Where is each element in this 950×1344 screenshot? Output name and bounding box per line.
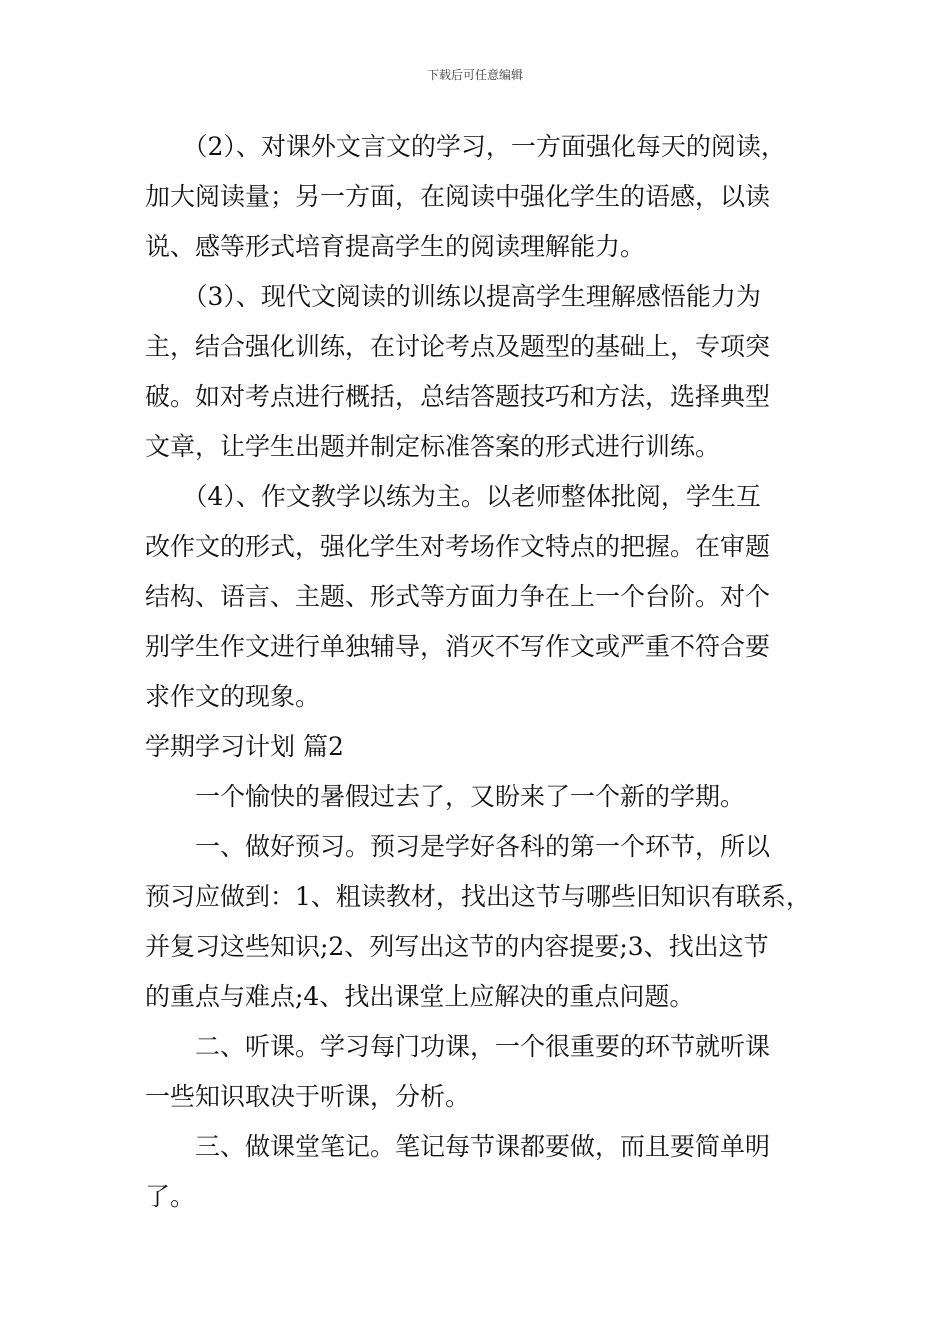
paragraph-4 — [145, 472, 825, 722]
text-line: 了。 — [145, 1182, 196, 1211]
section-heading: 学期学习计划 篇2 — [145, 732, 344, 761]
text-line: 破。如对考点进行概括，总结答题技巧和方法，选择典型 — [145, 382, 771, 411]
text-line: 求作文的现象。 — [145, 682, 321, 711]
text-line: 并复习这些知识;2、列写出这节的内容提要;3、找出这节 — [145, 932, 769, 961]
text-line: 别学生作文进行单独辅导，消灭不写作文或严重不符合要 — [145, 632, 771, 661]
paragraph-listen — [145, 1022, 825, 1122]
text-line: 一个愉快的暑假过去了，又盼来了一个新的学期。 — [145, 782, 746, 811]
paragraph-3 — [145, 272, 825, 472]
text-line: 的重点与难点;4、找出课堂上应解决的重点问题。 — [145, 982, 695, 1011]
text-line: 预习应做到：1、粗读教材，找出这节与哪些旧知识有联系， — [145, 882, 811, 911]
text-line: 加大阅读量；另一方面，在阅读中强化学生的语感，以读 — [145, 182, 771, 211]
text-line: （2）、对课外文言文的学习，一方面强化每天的阅读， — [145, 132, 786, 161]
page-header: 下载后可任意编辑 — [426, 68, 523, 82]
paragraph-preview — [145, 822, 825, 1022]
text-line: （4）、作文教学以练为主。以老师整体批阅，学生互 — [145, 482, 761, 511]
text-line: 文章，让学生出题并制定标准答案的形式进行训练。 — [145, 432, 721, 461]
text-line: 一些知识取决于听课，分析。 — [145, 1082, 471, 1111]
document-body — [145, 122, 825, 1222]
paragraph-2 — [145, 122, 825, 272]
paragraph-intro — [145, 772, 825, 822]
text-line: 结构、语言、主题、形式等方面力争在上一个台阶。对个 — [145, 582, 771, 611]
text-line: 一、做好预习。预习是学好各科的第一个环节，所以 — [145, 832, 771, 861]
text-line: 改作文的形式，强化学生对考场作文特点的把握。在审题 — [145, 532, 771, 561]
text-line: 说、感等形式培育提高学生的阅读理解能力。 — [145, 232, 646, 261]
text-line: 主，结合强化训练，在讨论考点及题型的基础上，专项突 — [145, 332, 771, 361]
paragraph-notes — [145, 1122, 825, 1222]
text-line: 三、做课堂笔记。笔记每节课都要做，而且要简单明 — [145, 1132, 771, 1161]
text-line: （3）、现代文阅读的训练以提高学生理解感悟能力为 — [145, 282, 761, 311]
text-line: 二、听课。学习每门功课，一个很重要的环节就听课 — [145, 1032, 771, 1061]
